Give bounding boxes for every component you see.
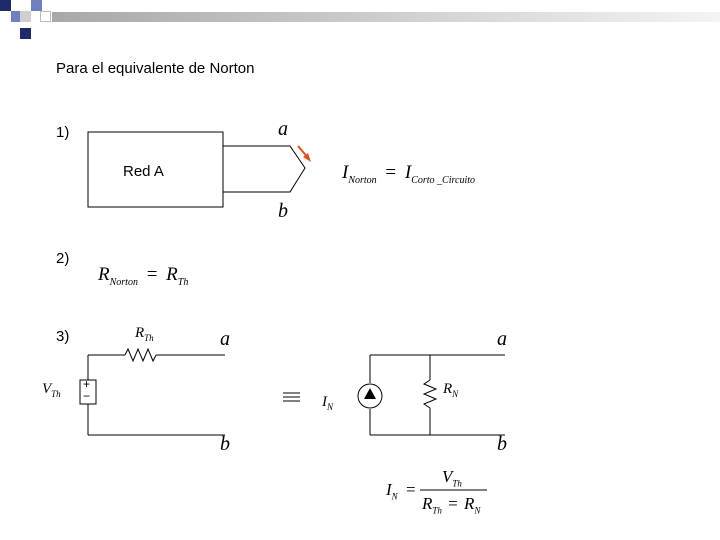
short-circuit-wire bbox=[223, 146, 305, 192]
source-plus-sign: + bbox=[83, 377, 91, 391]
formula2-lhs-sub: Norton bbox=[109, 276, 138, 288]
formula2-eq: = bbox=[146, 264, 158, 285]
formula3-den1-sub: Th bbox=[432, 505, 442, 516]
terminal-b-norton: b bbox=[497, 433, 507, 455]
formula2-rhs-sub: Th bbox=[177, 276, 189, 288]
terminal-a-thevenin: a bbox=[220, 328, 230, 350]
formula3-eq: = bbox=[405, 480, 416, 499]
formula-norton-resistance bbox=[98, 264, 188, 288]
formula3-lhs-sub: N bbox=[391, 491, 398, 502]
formula1-rhs: I bbox=[404, 162, 412, 183]
formula2-lhs: R bbox=[98, 264, 110, 285]
thevenin-source-sub: Th bbox=[51, 389, 61, 399]
terminal-a-step1: a bbox=[278, 118, 288, 140]
formula3-lhs-symbol: I bbox=[386, 480, 392, 499]
norton-source-symbol: I bbox=[322, 394, 327, 410]
thevenin-resistor-sub: Th bbox=[144, 333, 154, 343]
formula2-rhs: R bbox=[166, 264, 178, 285]
formula3-num-symbol: V bbox=[442, 467, 453, 486]
formula3-num-sub: Th bbox=[452, 478, 462, 489]
formula3-numerator bbox=[442, 467, 462, 488]
thevenin-circuit bbox=[80, 349, 225, 435]
norton-source-sub: N bbox=[327, 402, 334, 412]
formula3-den-eq: = bbox=[448, 494, 458, 513]
terminal-b-thevenin: b bbox=[220, 433, 230, 455]
formula3-den1-symbol: R bbox=[422, 494, 433, 513]
network-block-label: Red A bbox=[123, 163, 164, 180]
terminal-a-norton: a bbox=[497, 328, 507, 350]
norton-resistor-symbol: R bbox=[443, 381, 453, 397]
formula3-denominator bbox=[422, 494, 480, 515]
source-minus-sign: − bbox=[83, 389, 91, 403]
formula3-lhs bbox=[386, 480, 416, 501]
formula3-den2-sub: N bbox=[474, 505, 481, 516]
thevenin-resistor-symbol: R bbox=[135, 325, 145, 341]
norton-circuit bbox=[358, 355, 505, 435]
formula1-rhs-sub: Corto _Circuito bbox=[411, 174, 476, 186]
step-1-label: 1) bbox=[56, 124, 70, 141]
thevenin-source-label bbox=[42, 381, 61, 399]
thevenin-source-symbol: V bbox=[42, 381, 52, 397]
page-title: Para el equivalente de Norton bbox=[56, 60, 255, 77]
step-2-label: 2) bbox=[56, 250, 70, 267]
terminal-b-step1: b bbox=[278, 200, 288, 222]
resistor-zigzag bbox=[125, 349, 156, 361]
equivalence-icon bbox=[283, 393, 300, 401]
formula3-den2-symbol: R bbox=[464, 494, 475, 513]
norton-source-label bbox=[322, 394, 333, 412]
formula1-lhs: I bbox=[342, 162, 349, 183]
step-3-label: 3) bbox=[56, 328, 70, 345]
formula-norton-current bbox=[342, 162, 475, 186]
norton-resistor-sub: N bbox=[452, 389, 459, 399]
thevenin-resistor-label bbox=[135, 325, 154, 343]
norton-resistor-label bbox=[443, 381, 458, 399]
norton-resistor-zigzag bbox=[424, 380, 436, 408]
current-arrow-icon bbox=[298, 146, 311, 162]
formula1-eq: = bbox=[385, 162, 397, 183]
formula1-lhs-sub: Norton bbox=[348, 174, 377, 186]
